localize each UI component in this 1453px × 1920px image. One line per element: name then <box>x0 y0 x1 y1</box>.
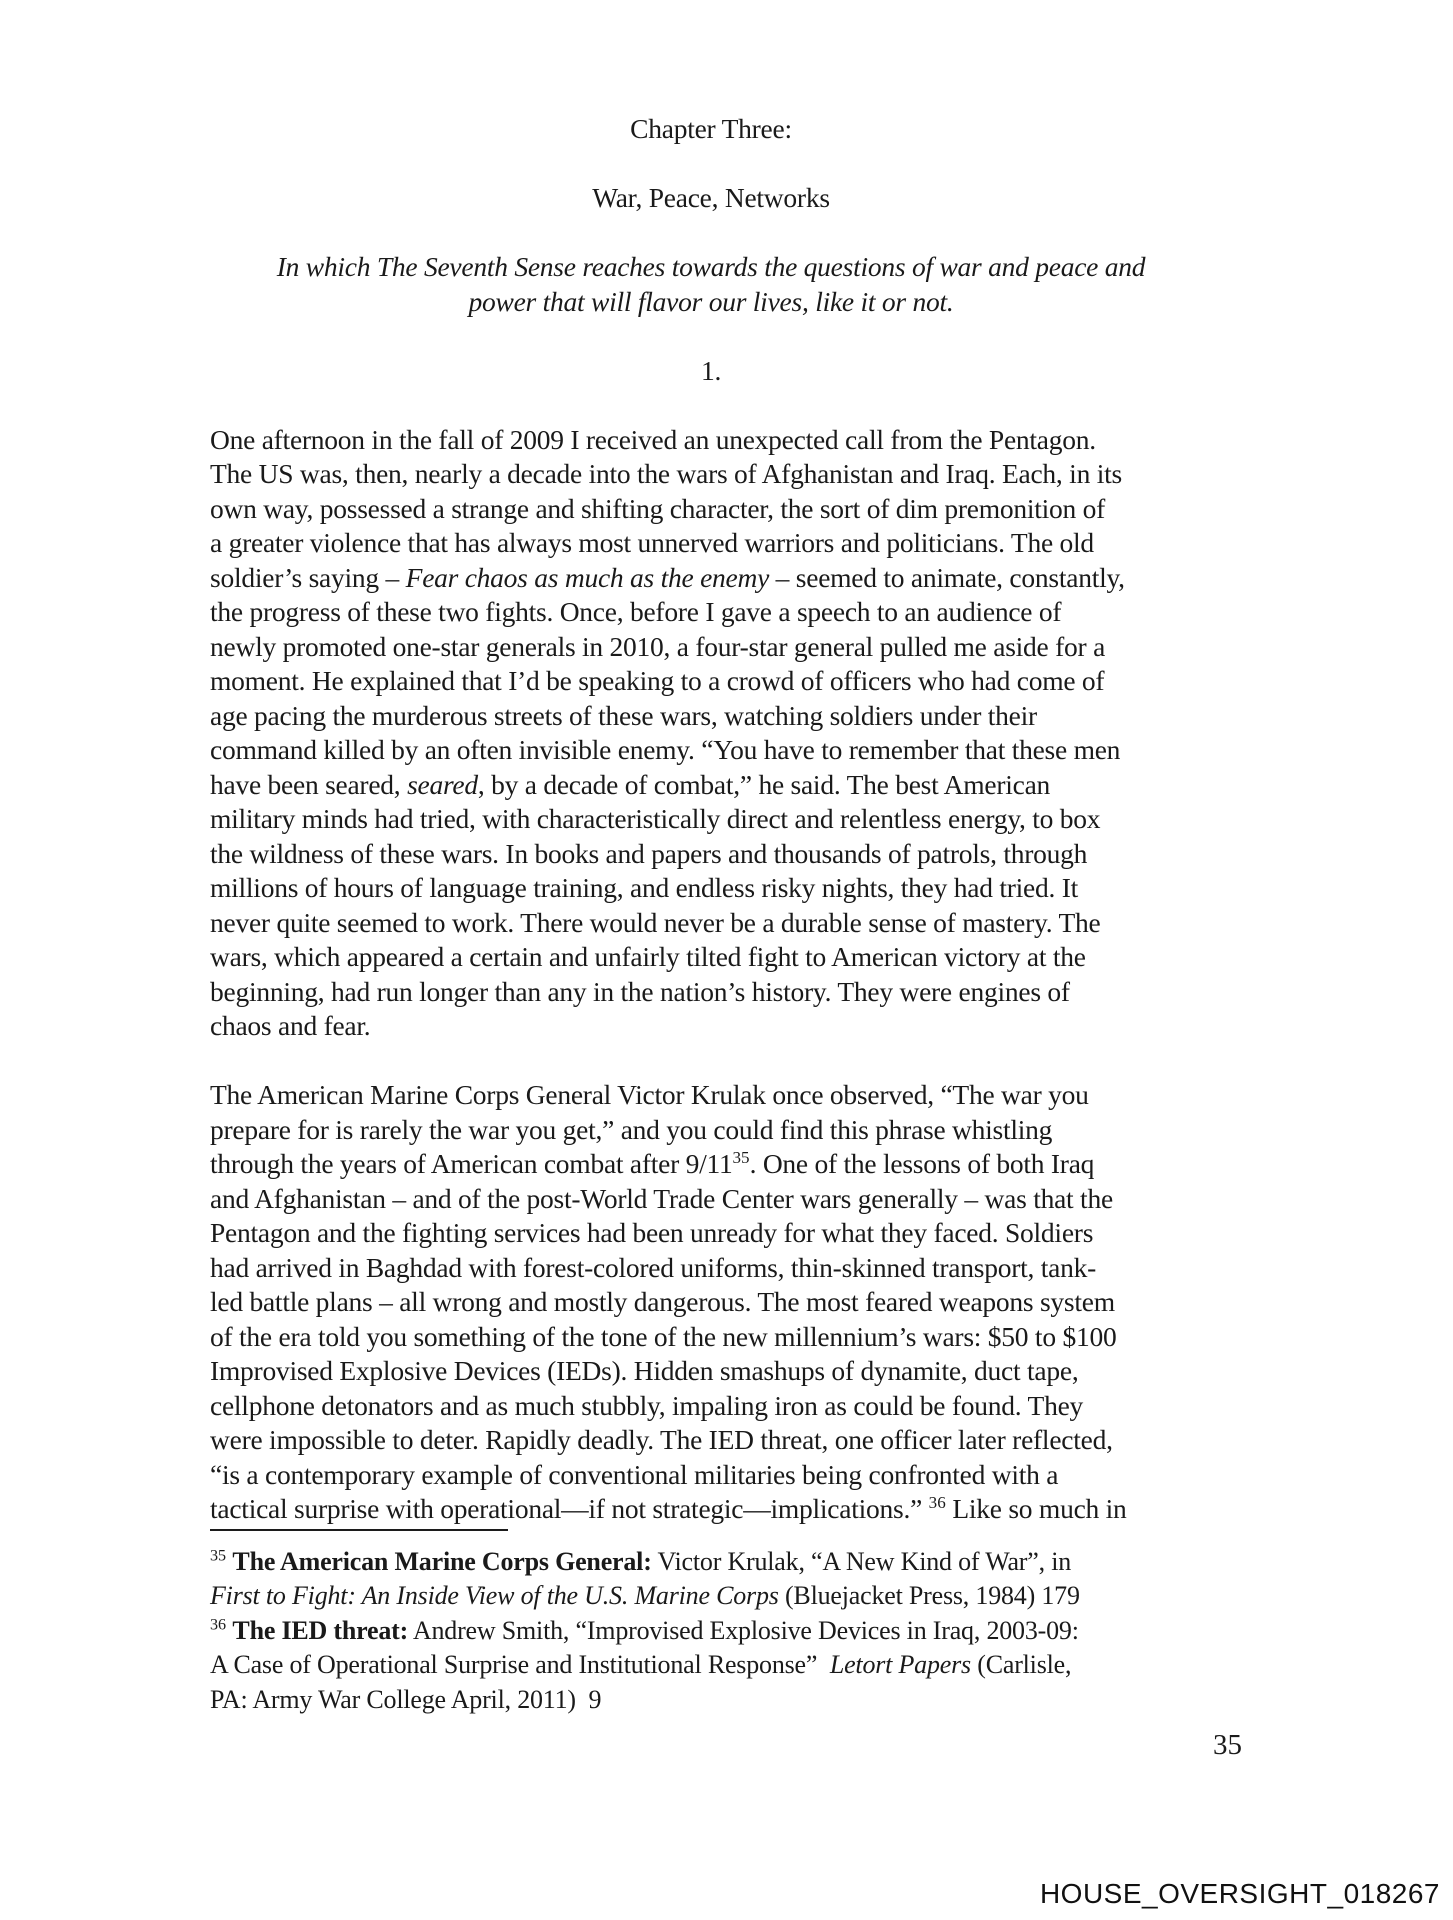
page-content <box>210 112 1212 1717</box>
text-line: Improvised Explosive Devices (IEDs). Hidden smashups of dynamite, duct tape, <box>210 1355 1079 1386</box>
text-line: were impossible to deter. Rapidly deadly. The IED threat, one officer later reflected, <box>210 1424 1113 1455</box>
text-line: led battle plans – all wrong and mostly dangerous. The most feared weapons system <box>210 1286 1115 1317</box>
text-line: military minds had tried, with characteristically direct and relentless energy, to box <box>210 803 1101 834</box>
page-number: 35 <box>1213 1729 1242 1761</box>
text-line: cellphone detonators and as much stubbly, impaling iron as could be found. They <box>210 1389 1084 1421</box>
paragraph-2 <box>210 1078 1212 1527</box>
text-line: wars, which appeared a certain and unfairly tilted fight to American victory at the <box>210 941 1086 972</box>
text-line: “is a contemporary example of conventional militaries being confronted with a <box>210 1458 1059 1490</box>
text-line: soldier’s saying – Fear chaos as much as the enemy – seemed to animate, constantly, <box>210 561 1125 593</box>
text-line: had arrived in Baghdad with forest-colored uniforms, thin-skinned transport, tank- <box>210 1251 1097 1283</box>
bates-stamp: HOUSE_OVERSIGHT_018267 <box>1039 1878 1440 1909</box>
text-line: prepare for is rarely the war you get,” and you could find this phrase whistling <box>210 1113 1053 1145</box>
text-line: a greater violence that has always most unnerved warriors and politicians. The old <box>210 527 1094 558</box>
text-line: the wildness of these wars. In books and papers and thousands of patrols, through <box>210 837 1088 869</box>
text-line: age pacing the murderous streets of these wars, watching soldiers under their <box>210 699 1037 731</box>
text-line: command killed by an often invisible enemy. “You have to remember that these men <box>210 734 1121 765</box>
text-line: The American Marine Corps General Victor Krulak once observed, “The war you <box>210 1079 1089 1110</box>
text-line: and Afghanistan – and of the post-World Trade Center wars generally – was that the <box>210 1182 1113 1214</box>
text-line: In which The Seventh Sense reaches towards the questions of war and peace and <box>276 251 1146 282</box>
text-line: through the years of American combat after $9/11^{35}$. One of the lessons of both Iraq <box>210 1147 1095 1179</box>
text-line: have been seared, seared, by a decade of combat,” he said. The best American <box>210 768 1051 800</box>
text-line: $^{35}$ The American Marine Corps General: Victor Krulak, “A New Kind of War”, in <box>210 1546 1072 1576</box>
text-line: Chapter Three: <box>630 113 792 144</box>
paragraph-1 <box>210 423 1212 1044</box>
text-line: 1. <box>700 354 722 386</box>
text-line: The US was, then, nearly a decade into the wars of Afghanistan and Iraq. Each, in its <box>210 458 1122 489</box>
section-number <box>210 354 1212 389</box>
text-line: moment. He explained that I’d be speaking to a crowd of officers who had come of <box>210 665 1105 696</box>
text-line: power that will flavor our lives, like it or not. <box>468 285 954 317</box>
text-line: the progress of these two fights. Once, before I gave a speech to an audience of <box>210 596 1062 627</box>
text-line: never quite seemed to work. There would never be a durable sense of mastery. The <box>210 906 1101 938</box>
chapter-title <box>210 181 1212 216</box>
text-line: War, Peace, Networks <box>592 182 830 213</box>
document-body <box>210 112 1212 1527</box>
text-line: PA: Army War College April, 2011) 9 <box>210 1684 602 1714</box>
text-line: First to Fight: An Inside View of the U.S. Marine Corps (Bluejacket Press, 1984) 179 <box>210 1581 1080 1610</box>
text-line: of the era told you something of the tone of the new millennium’s wars: $50 to $100 <box>210 1320 1117 1352</box>
chapter-number-heading <box>210 112 1212 147</box>
text-line: chaos and fear. <box>210 1010 371 1041</box>
text-line: Pentagon and the fighting services had been unready for what they faced. Soldiers <box>210 1217 1094 1248</box>
footnote-separator <box>210 1529 508 1531</box>
text-line: One afternoon in the fall of 2009 I received an unexpected call from the Pentagon. <box>210 423 1096 455</box>
text-line: own way, possessed a strange and shifting character, the sort of dim premonition of <box>210 492 1106 524</box>
text-line: newly promoted one-star generals in 2010, a four-star general pulled me aside for a <box>210 630 1106 662</box>
text-line: beginning, had run longer than any in the nation’s history. They were engines of <box>210 975 1070 1007</box>
text-line: A Case of Operational Surprise and Institutional Response” Letort Papers (Carlisle, <box>210 1650 1072 1679</box>
text-line: millions of hours of language training, and endless risky nights, they had tried. It <box>210 872 1079 903</box>
text-line: tactical surprise with operational—if not strategic—implications.” $^{36}$ Like so much in <box>210 1492 1127 1524</box>
epigraph <box>210 250 1212 319</box>
text-line: $^{36}$ The IED threat: Andrew Smith, “Improvised Explosive Devices in Iraq, 2003-09: <box>210 1615 1079 1645</box>
footnotes <box>210 1545 1212 1718</box>
